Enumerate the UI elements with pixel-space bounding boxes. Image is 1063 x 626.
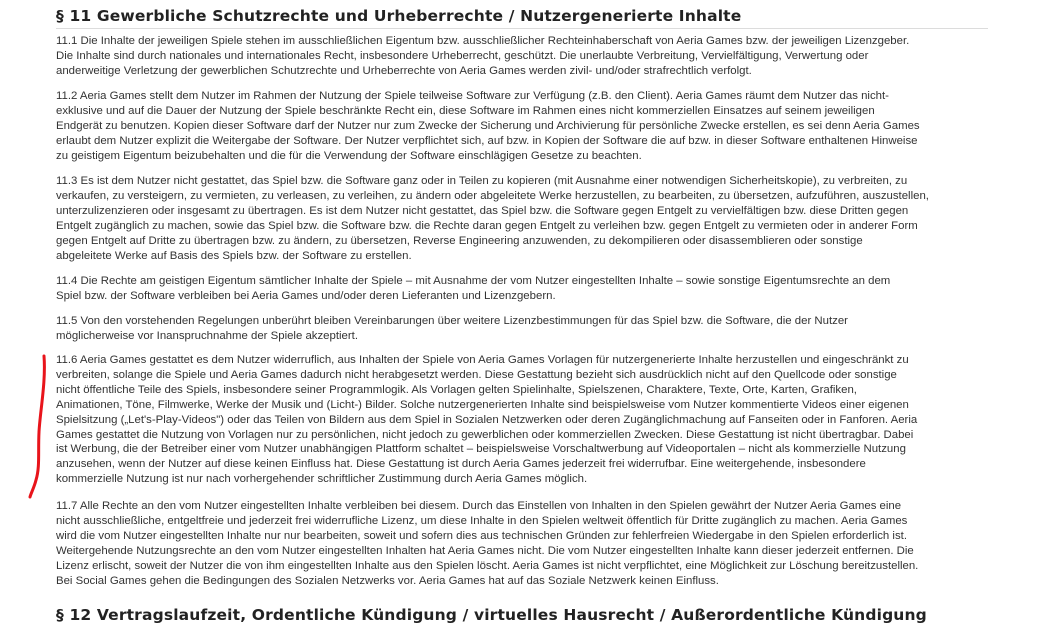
section-12-heading: § 12 Vertragslaufzeit, Ordentliche Kündigung / virtuelles Hausrecht / Außerordentliche Kündigung (56, 606, 927, 624)
text-line: nicht ausschließliche, entgeltfreie und jederzeit frei widerrufliche Lizenz, um diese Inhalte in den Spielen weltweit öffentlich für Dritte zugänglich zu machen. Aeria Games (56, 514, 908, 527)
text-line: Entgelt zugänglich zu machen, sowie das Spiel bzw. die Software bzw. die Rechte daran gegen Entgelt zu verleihen bzw. gegen Entgelt zu vermieten oder in anderer Form (56, 219, 918, 232)
text-line: unterzulizenzieren oder insgesamt zu übertragen. Es ist dem Nutzer nicht gestattet, das Spiel bzw. die Software gegen Entgelt zu vervielfältigen bzw. diese Dritten gegen (56, 204, 909, 217)
section-11-heading: § 11 Gewerbliche Schutzrechte und Urheberrechte / Nutzergenerierte Inhalte (56, 0, 988, 29)
text-line: Bei Social Games gehen die Bedingungen des Sozialen Netzwerks vor. Aeria Games hat auf das Soziale Netzwerk keinen Einfluss. (56, 574, 719, 587)
text-line: gegen Entgelt auf Dritte zu übertragen bzw. zu ändern, zu übersetzen, Reverse Engineering anzuwenden, zu dekompilieren oder disassemblieren oder sonstige (56, 234, 863, 247)
text-line: exklusive und auf die Dauer der Nutzung der Spiele beschränkte Recht ein, diese Software im Rahmen eines nicht kommerziellen Einsatzes auf seinem jeweiligen (56, 104, 875, 117)
text-line: möglicherweise vor Inanspruchnahme der Spiele akzeptiert. (56, 329, 359, 342)
red-marker-stroke (30, 356, 44, 497)
text-line: zu geistigem Eigentum beizubehalten und die für die Verwendung der Software einschlägigen Gesetze zu beachten. (56, 149, 642, 162)
text-line: Endgerät zu benutzen. Kopien dieser Software darf der Nutzer nur zum Zwecke der Sicherung und Archivierung für persönliche Zwecke erstellen, es sei denn Aeria Games (56, 119, 920, 132)
paragraph-11-5 (56, 314, 988, 344)
text-line: anderweitige Verletzung der gewerblichen Schutzrechte und Urheberrechte von Aeria Games werden zivil- und/oder strafrechtlich verfolgt. (56, 64, 752, 77)
text-line: ist Werbung, die der Betreiber einer vom Nutzer unabhängigen Plattform schaltet – beispielsweise Vorschaltwerbung auf Videoportalen – nicht als kommerzielle Nutzung (56, 443, 906, 456)
text-line: Die Inhalte sind durch nationales und internationales Recht, insbesondere Urheberrecht, geschützt. Die unerlaubte Verbreitung, Vervielfältigung, Verwertung oder (56, 49, 869, 62)
text-line: erlaubt dem Nutzer explizit die Weitergabe der Software. Der Nutzer verpflichtet sich, auf bzw. in Kopien der Software die auf bzw. in dieser Software enthaltenen Hinweise (56, 134, 918, 147)
text-line: 11.4 Die Rechte am geistigen Eigentum sämtlicher Inhalte der Spiele – mit Ausnahme der vom Nutzer eingestellten Inhalte – sowie sonstige Eigentumsrechte an dem (56, 275, 891, 287)
terms-document (56, 0, 988, 624)
text-line: Lizenz erlischt, soweit der Nutzer die von ihm eingestellten Inhalte aus den Spielen löscht. Aeria Games ist nicht verpflichtet, eine Möglichkeit zur Löschung bereitzustellen. (56, 559, 919, 572)
text-line: Animationen, Töne, Filmwerke, Werke der Musik und (Licht-) Bilder. Solche nutzergenerierten Inhalte sind beispielsweise vom Nutzer kommentierte Videos einer eigenen (56, 398, 909, 411)
paragraph-11-4 (56, 274, 988, 304)
paragraph-11-2 (56, 89, 988, 164)
text-line: verkaufen, zu versteigern, zu vermieten, zu verleasen, zu verleihen, zu ändern oder abgeleitete Werke herzustellen, zu bearbeiten, zu übersetzen, aufzuführen, auszustellen, (56, 189, 929, 202)
text-line: 11.3 Es ist dem Nutzer nicht gestattet, das Spiel bzw. die Software ganz oder in Teilen zu kopieren (mit Ausnahme einer notwendigen Sicherheitskopie), zu verbreiten, zu (56, 175, 908, 187)
text-line: abgeleitete Werke auf Basis des Spiels bzw. der Software zu erstellen. (56, 249, 412, 262)
paragraph-11-6 (56, 353, 988, 487)
text-line: 11.7 Alle Rechte an den vom Nutzer eingestellten Inhalte verbleiben bei diesem. Durch das Einstellen von Inhalten in den Spielen gewährt der Nutzer Aeria Games eine (56, 500, 902, 512)
paragraph-11-7 (56, 499, 988, 588)
text-line: kommerzielle Nutzung ist nur nach vorhergehender schriftlicher Zustimmung durch Aeria Games möglich. (56, 473, 588, 486)
paragraph-11-3 (56, 174, 988, 263)
text-line: 11.5 Von den vorstehenden Regelungen unberührt bleiben Vereinbarungen über weitere Lizenzbestimmungen für das Spiel bzw. die Software, die der Nutzer (56, 315, 848, 327)
text-line: wird die vom Nutzer eingestellten Inhalte nur nur bearbeiten, soweit und sofern dies aus technischen Gründen zur fehlerfreien Wiedergabe in den Spielen erforderlich ist. (56, 529, 907, 542)
text-line: Weitergehende Nutzungsrechte an den vom Nutzer eingestellten Inhalten hat Aeria Games nicht. Die vom Nutzer eingestellten Inhalte kann dieser jederzeit entfernen. Die (56, 544, 914, 557)
text-line: verbreiten, solange die Spiele und Aeria Games dadurch nicht herabgesetzt werden. Diese Gestattung bezieht sich ausdrücklich nicht auf den Quellcode oder sonstige (56, 368, 897, 381)
text-line: 11.6 Aeria Games gestattet es dem Nutzer widerruflich, aus Inhalten der Spiele von Aeria Games Vorlagen für nutzergenerierte Inhalte herzustellen und eingeschränkt zu (56, 354, 909, 366)
red-marker-annotation (26, 352, 56, 500)
text-line: anzusehen, wenn der Nutzer auf diese keinen Einfluss hat. Diese Gestattung ist durch Aeria Games jederzeit frei widerrufbar. Eine weitergehende, insbesondere (56, 458, 866, 471)
text-line: Games gestattet die Nutzung von Vorlagen nur zu persönlichen, nicht jedoch zu gewerblichen oder kommerziellen Zwecken. Diese Gestattung ist nicht übertragbar. Dabei (56, 428, 914, 441)
text-line: 11.2 Aeria Games stellt dem Nutzer im Rahmen der Nutzung der Spiele teilweise Software zur Verfügung (z.B. den Client). Aeria Games räumt dem Nutzer das nicht- (56, 90, 889, 102)
text-line: Spiel bzw. der Software verbleiben bei Aeria Games und/oder deren Lieferanten und Lizenzgebern. (56, 289, 556, 302)
text-line: Spielsitzung („Let's-Play-Videos") oder das Teilen von Bildern aus dem Spiel in Sozialen Netzwerken oder deren Zugänglichmachung auf Fanseiten oder in Fanforen. Aeria (56, 413, 918, 426)
text-line: 11.1 Die Inhalte der jeweiligen Spiele stehen im ausschließlichen Eigentum bzw. ausschließlicher Rechteinhaberschaft von Aeria Games bzw. der jeweiligen Lizenzgeber. (56, 35, 910, 47)
paragraph-11-1 (56, 34, 988, 79)
text-line: nicht öffentliche Teile des Spiels, insbesondere seiner Programmlogik. Als Vorlagen gelten Spielinhalte, Spielszenen, Charaktere, Texte, Orte, Karten, Grafiken, (56, 383, 857, 396)
